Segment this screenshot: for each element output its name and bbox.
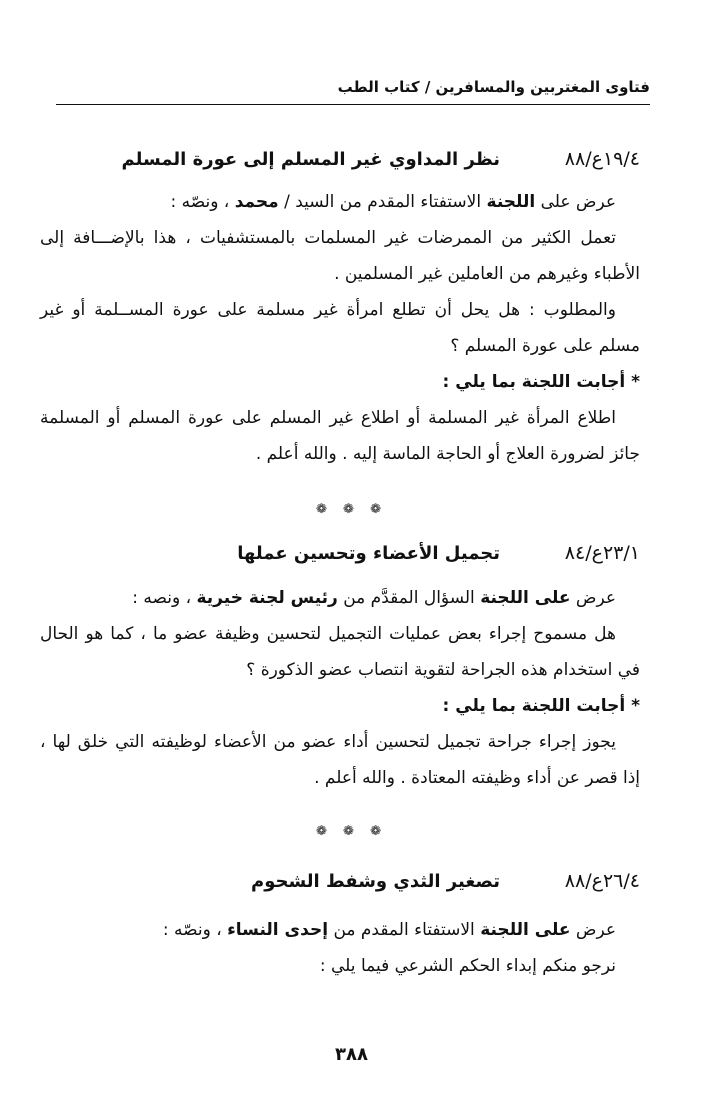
fatwa-intro: عرض على اللجنة الاستفتاء المقدم من إحدى النساء ، ونصّه :	[162, 920, 616, 940]
section-heading	[40, 866, 640, 896]
questioner-name: رئيس لجنة خيرية	[196, 588, 338, 608]
questioner-name: محمد	[234, 192, 279, 212]
fatwa-title: تصغير الثدي وشفط الشحوم	[251, 870, 500, 892]
fatwa-section-3	[40, 866, 640, 984]
question-text: هل مسموح إجراء بعض عمليات التجميل لتحسين وظيفة عضو ما ، كما هو الحال في استخدام هذه الجراحة لتقوية انتصاب عضو الذكورة ؟	[40, 624, 640, 680]
section-heading	[40, 144, 640, 174]
section-heading	[40, 538, 640, 568]
fatwa-number: ١٩/٤ع/٨٨	[564, 148, 640, 170]
fatwa-section-2	[40, 538, 640, 796]
header-rule	[56, 104, 650, 105]
running-header: فتاوى المغتربين والمسافرين / كتاب الطب	[337, 78, 650, 96]
question-text: والمطلوب : هل يحل أن تطلع امرأة غير مسلمة على عورة المســلمة أو غير مسلم على عورة المسلم ؟	[40, 300, 640, 356]
answer-text: يجوز إجراء جراحة تجميل لتحسين أداء عضو من الأعضاء لوظيفته التي خلق لها ، إذا قصر عن أداء وظيفته المعتادة . والله أعلم .	[40, 732, 640, 788]
question-text: تعمل الكثير من الممرضات غير المسلمات بالمستشفيات ، هذا بالإضـــافة إلى الأطباء وغيرهم من العاملين غير المسلمين .	[40, 228, 640, 284]
answer-label: * أجابت اللجنة بما يلي :	[442, 372, 640, 392]
answer-label: * أجابت اللجنة بما يلي :	[442, 696, 640, 716]
section-separator: ❁ ❁ ❁	[316, 502, 387, 517]
committee-name: على اللجنة	[480, 588, 571, 608]
page-number: ٣٨٨	[335, 1044, 368, 1065]
fatwa-intro: عرض على اللجنة السؤال المقدَّم من رئيس لجنة خيرية ، ونصه :	[132, 588, 616, 608]
fatwa-intro: عرض على اللجنة الاستفتاء المقدم من السيد / محمد ، ونصّه :	[170, 192, 616, 212]
question-text: نرجو منكم إبداء الحكم الشرعي فيما يلي :	[319, 956, 616, 976]
questioner-name: إحدى النساء	[227, 920, 329, 940]
fatwa-title: تجميل الأعضاء وتحسين عملها	[237, 542, 500, 564]
fatwa-number: ٢٦/٤ع/٨٨	[564, 870, 640, 892]
answer-text: اطلاع المرأة غير المسلمة أو اطلاع غير المسلم على عورة المسلم أو المسلمة جائز لضرورة العلاج أو الحاجة الماسة إليه . والله أعلم .	[40, 408, 640, 464]
fatwa-title: نظر المداوي غير المسلم إلى عورة المسلم	[121, 148, 500, 170]
committee-name: اللجنة	[486, 192, 536, 212]
section-separator: ❁ ❁ ❁	[316, 824, 387, 839]
committee-name: على اللجنة	[480, 920, 571, 940]
fatwa-number: ٢٣/١ع/٨٤	[564, 542, 640, 564]
fatwa-section-1	[40, 144, 640, 472]
